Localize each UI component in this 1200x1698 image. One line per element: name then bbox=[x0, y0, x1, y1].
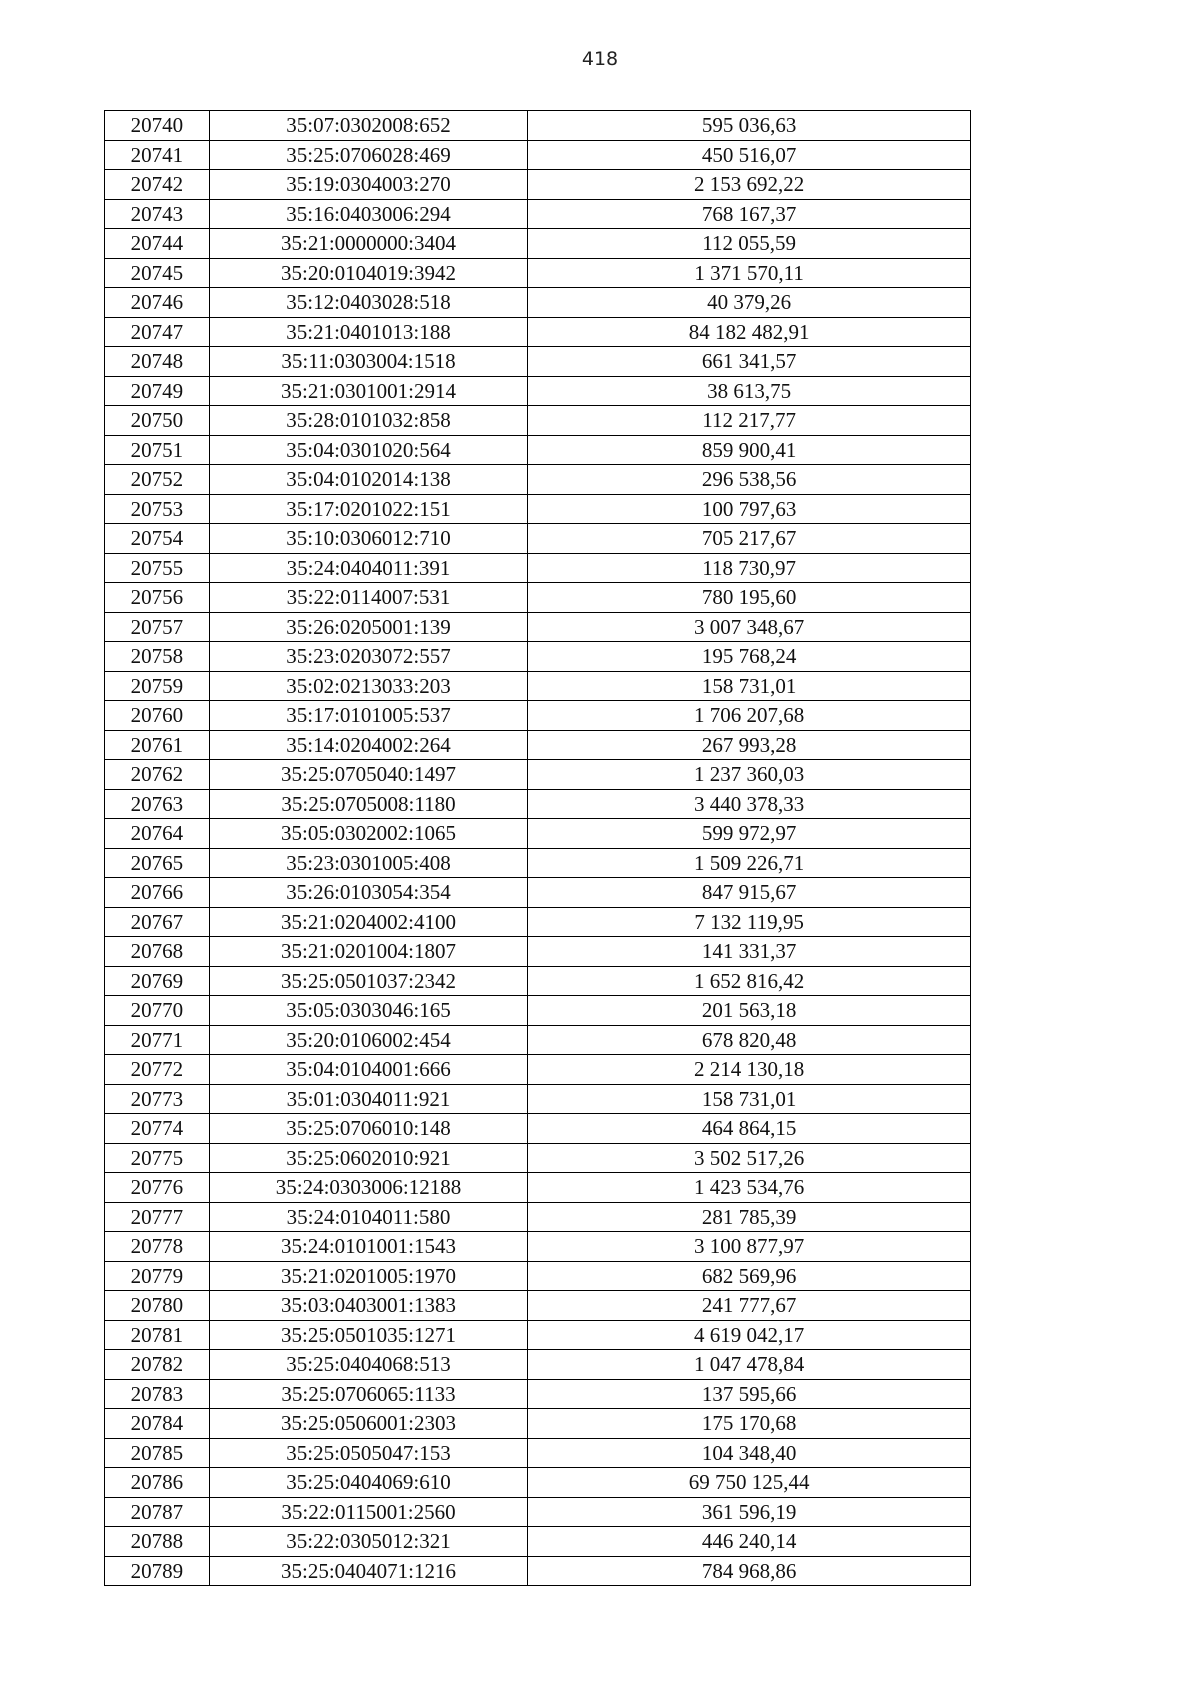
cadastral-value-cell: 705 217,67 bbox=[528, 524, 971, 554]
cadastral-value-cell: 595 036,63 bbox=[528, 111, 971, 141]
table-row bbox=[105, 1084, 971, 1114]
row-number-cell: 20779 bbox=[105, 1261, 210, 1291]
row-number-cell: 20749 bbox=[105, 376, 210, 406]
table-row bbox=[105, 1173, 971, 1203]
table-row bbox=[105, 524, 971, 554]
table-row bbox=[105, 199, 971, 229]
cadastral-value-cell: 40 379,26 bbox=[528, 288, 971, 318]
row-number-cell: 20761 bbox=[105, 730, 210, 760]
row-number-cell: 20763 bbox=[105, 789, 210, 819]
cadastral-value-cell: 195 768,24 bbox=[528, 642, 971, 672]
table-row bbox=[105, 966, 971, 996]
cadastral-number-cell: 35:16:0403006:294 bbox=[209, 199, 527, 229]
cadastral-number-cell: 35:21:0401013:188 bbox=[209, 317, 527, 347]
table-row bbox=[105, 1261, 971, 1291]
cadastral-number-cell: 35:25:0501035:1271 bbox=[209, 1320, 527, 1350]
cadastral-number-cell: 35:24:0404011:391 bbox=[209, 553, 527, 583]
row-number-cell: 20753 bbox=[105, 494, 210, 524]
cadastral-number-cell: 35:24:0101001:1543 bbox=[209, 1232, 527, 1262]
row-number-cell: 20767 bbox=[105, 907, 210, 937]
table-row bbox=[105, 1055, 971, 1085]
cadastral-number-cell: 35:23:0301005:408 bbox=[209, 848, 527, 878]
row-number-cell: 20742 bbox=[105, 170, 210, 200]
cadastral-value-cell: 678 820,48 bbox=[528, 1025, 971, 1055]
row-number-cell: 20768 bbox=[105, 937, 210, 967]
table-row bbox=[105, 730, 971, 760]
cadastral-value-cell: 3 100 877,97 bbox=[528, 1232, 971, 1262]
cadastral-number-cell: 35:07:0302008:652 bbox=[209, 111, 527, 141]
cadastral-value-cell: 2 153 692,22 bbox=[528, 170, 971, 200]
cadastral-number-cell: 35:17:0201022:151 bbox=[209, 494, 527, 524]
table-body bbox=[105, 111, 971, 1586]
row-number-cell: 20777 bbox=[105, 1202, 210, 1232]
cadastral-value-cell: 158 731,01 bbox=[528, 1084, 971, 1114]
cadastral-value-cell: 296 538,56 bbox=[528, 465, 971, 495]
cadastral-value-cell: 599 972,97 bbox=[528, 819, 971, 849]
row-number-cell: 20772 bbox=[105, 1055, 210, 1085]
row-number-cell: 20757 bbox=[105, 612, 210, 642]
cadastral-value-cell: 1 706 207,68 bbox=[528, 701, 971, 731]
cadastral-number-cell: 35:21:0201005:1970 bbox=[209, 1261, 527, 1291]
cadastral-number-cell: 35:26:0103054:354 bbox=[209, 878, 527, 908]
table-row bbox=[105, 1291, 971, 1321]
page-number: 418 bbox=[581, 48, 619, 70]
row-number-cell: 20745 bbox=[105, 258, 210, 288]
row-number-cell: 20774 bbox=[105, 1114, 210, 1144]
table-row bbox=[105, 583, 971, 613]
table-row bbox=[105, 996, 971, 1026]
cadastral-number-cell: 35:25:0706065:1133 bbox=[209, 1379, 527, 1409]
table-row bbox=[105, 347, 971, 377]
table-row bbox=[105, 1320, 971, 1350]
cadastral-number-cell: 35:25:0506001:2303 bbox=[209, 1409, 527, 1439]
cadastral-value-cell: 104 348,40 bbox=[528, 1438, 971, 1468]
cadastral-value-cell: 780 195,60 bbox=[528, 583, 971, 613]
cadastral-number-cell: 35:10:0306012:710 bbox=[209, 524, 527, 554]
cadastral-number-cell: 35:11:0303004:1518 bbox=[209, 347, 527, 377]
row-number-cell: 20781 bbox=[105, 1320, 210, 1350]
cadastral-number-cell: 35:23:0203072:557 bbox=[209, 642, 527, 672]
table-row bbox=[105, 1497, 971, 1527]
cadastral-value-cell: 7 132 119,95 bbox=[528, 907, 971, 937]
cadastral-number-cell: 35:21:0301001:2914 bbox=[209, 376, 527, 406]
row-number-cell: 20785 bbox=[105, 1438, 210, 1468]
cadastral-value-cell: 1 237 360,03 bbox=[528, 760, 971, 790]
table-row bbox=[105, 1379, 971, 1409]
row-number-cell: 20740 bbox=[105, 111, 210, 141]
table-row bbox=[105, 848, 971, 878]
cadastral-value-cell: 175 170,68 bbox=[528, 1409, 971, 1439]
cadastral-value-cell: 158 731,01 bbox=[528, 671, 971, 701]
table-row bbox=[105, 1527, 971, 1557]
table-row bbox=[105, 878, 971, 908]
cadastral-value-cell: 464 864,15 bbox=[528, 1114, 971, 1144]
cadastral-value-cell: 241 777,67 bbox=[528, 1291, 971, 1321]
cadastral-number-cell: 35:21:0000000:3404 bbox=[209, 229, 527, 259]
cadastral-value-cell: 1 423 534,76 bbox=[528, 1173, 971, 1203]
cadastral-number-cell: 35:24:0104011:580 bbox=[209, 1202, 527, 1232]
table-row bbox=[105, 760, 971, 790]
table-row bbox=[105, 1143, 971, 1173]
cadastral-number-cell: 35:17:0101005:537 bbox=[209, 701, 527, 731]
table-row bbox=[105, 140, 971, 170]
table-row bbox=[105, 1025, 971, 1055]
row-number-cell: 20765 bbox=[105, 848, 210, 878]
table-row bbox=[105, 937, 971, 967]
cadastral-number-cell: 35:02:0213033:203 bbox=[209, 671, 527, 701]
table-row bbox=[105, 435, 971, 465]
cadastral-value-cell: 4 619 042,17 bbox=[528, 1320, 971, 1350]
cadastral-number-cell: 35:25:0404068:513 bbox=[209, 1350, 527, 1380]
cadastral-number-cell: 35:19:0304003:270 bbox=[209, 170, 527, 200]
cadastral-value-cell: 1 509 226,71 bbox=[528, 848, 971, 878]
table-row bbox=[105, 1114, 971, 1144]
cadastral-value-cell: 38 613,75 bbox=[528, 376, 971, 406]
row-number-cell: 20755 bbox=[105, 553, 210, 583]
table-row bbox=[105, 258, 971, 288]
table-row bbox=[105, 229, 971, 259]
row-number-cell: 20750 bbox=[105, 406, 210, 436]
table-row bbox=[105, 907, 971, 937]
row-number-cell: 20769 bbox=[105, 966, 210, 996]
row-number-cell: 20778 bbox=[105, 1232, 210, 1262]
cadastral-number-cell: 35:12:0403028:518 bbox=[209, 288, 527, 318]
table-row bbox=[105, 612, 971, 642]
cadastral-number-cell: 35:20:0104019:3942 bbox=[209, 258, 527, 288]
cadastral-number-cell: 35:24:0303006:12188 bbox=[209, 1173, 527, 1203]
row-number-cell: 20780 bbox=[105, 1291, 210, 1321]
table-row bbox=[105, 317, 971, 347]
table-row bbox=[105, 701, 971, 731]
row-number-cell: 20747 bbox=[105, 317, 210, 347]
cadastral-number-cell: 35:21:0201004:1807 bbox=[209, 937, 527, 967]
row-number-cell: 20748 bbox=[105, 347, 210, 377]
table-row bbox=[105, 288, 971, 318]
row-number-cell: 20743 bbox=[105, 199, 210, 229]
cadastral-number-cell: 35:25:0501037:2342 bbox=[209, 966, 527, 996]
cadastral-number-cell: 35:25:0505047:153 bbox=[209, 1438, 527, 1468]
row-number-cell: 20759 bbox=[105, 671, 210, 701]
table-row bbox=[105, 671, 971, 701]
row-number-cell: 20787 bbox=[105, 1497, 210, 1527]
row-number-cell: 20758 bbox=[105, 642, 210, 672]
cadastral-value-cell: 141 331,37 bbox=[528, 937, 971, 967]
cadastral-value-cell: 361 596,19 bbox=[528, 1497, 971, 1527]
cadastral-number-cell: 35:25:0404071:1216 bbox=[209, 1556, 527, 1586]
table-row bbox=[105, 819, 971, 849]
cadastral-value-cell: 281 785,39 bbox=[528, 1202, 971, 1232]
cadastral-value-cell: 100 797,63 bbox=[528, 494, 971, 524]
cadastral-number-cell: 35:05:0302002:1065 bbox=[209, 819, 527, 849]
cadastral-value-cell: 84 182 482,91 bbox=[528, 317, 971, 347]
row-number-cell: 20771 bbox=[105, 1025, 210, 1055]
row-number-cell: 20741 bbox=[105, 140, 210, 170]
row-number-cell: 20744 bbox=[105, 229, 210, 259]
row-number-cell: 20756 bbox=[105, 583, 210, 613]
row-number-cell: 20751 bbox=[105, 435, 210, 465]
cadastral-value-cell: 1 047 478,84 bbox=[528, 1350, 971, 1380]
cadastral-value-cell: 450 516,07 bbox=[528, 140, 971, 170]
cadastral-value-cell: 137 595,66 bbox=[528, 1379, 971, 1409]
cadastral-value-cell: 768 167,37 bbox=[528, 199, 971, 229]
row-number-cell: 20786 bbox=[105, 1468, 210, 1498]
cadastral-number-cell: 35:25:0602010:921 bbox=[209, 1143, 527, 1173]
row-number-cell: 20783 bbox=[105, 1379, 210, 1409]
cadastral-value-cell: 446 240,14 bbox=[528, 1527, 971, 1557]
table-row bbox=[105, 789, 971, 819]
row-number-cell: 20766 bbox=[105, 878, 210, 908]
cadastral-number-cell: 35:22:0305012:321 bbox=[209, 1527, 527, 1557]
table-row bbox=[105, 406, 971, 436]
row-number-cell: 20770 bbox=[105, 996, 210, 1026]
cadastral-value-cell: 682 569,96 bbox=[528, 1261, 971, 1291]
table-row bbox=[105, 1350, 971, 1380]
cadastral-value-cell: 847 915,67 bbox=[528, 878, 971, 908]
cadastral-value-cell: 201 563,18 bbox=[528, 996, 971, 1026]
cadastral-value-cell: 3 440 378,33 bbox=[528, 789, 971, 819]
cadastral-number-cell: 35:01:0304011:921 bbox=[209, 1084, 527, 1114]
table-row bbox=[105, 494, 971, 524]
table-row bbox=[105, 170, 971, 200]
table-row bbox=[105, 1438, 971, 1468]
cadastral-number-cell: 35:22:0115001:2560 bbox=[209, 1497, 527, 1527]
cadastral-number-cell: 35:20:0106002:454 bbox=[209, 1025, 527, 1055]
row-number-cell: 20775 bbox=[105, 1143, 210, 1173]
cadastral-number-cell: 35:14:0204002:264 bbox=[209, 730, 527, 760]
row-number-cell: 20789 bbox=[105, 1556, 210, 1586]
cadastral-value-cell: 118 730,97 bbox=[528, 553, 971, 583]
cadastral-number-cell: 35:26:0205001:139 bbox=[209, 612, 527, 642]
row-number-cell: 20782 bbox=[105, 1350, 210, 1380]
table-row bbox=[105, 1468, 971, 1498]
cadastral-value-cell: 267 993,28 bbox=[528, 730, 971, 760]
cadastral-value-cell: 1 371 570,11 bbox=[528, 258, 971, 288]
cadastral-value-cell: 784 968,86 bbox=[528, 1556, 971, 1586]
cadastral-value-table bbox=[104, 110, 971, 1586]
table-row bbox=[105, 1409, 971, 1439]
cadastral-value-cell: 112 217,77 bbox=[528, 406, 971, 436]
table-row bbox=[105, 376, 971, 406]
cadastral-value-cell: 859 900,41 bbox=[528, 435, 971, 465]
table-row bbox=[105, 1232, 971, 1262]
cadastral-number-cell: 35:28:0101032:858 bbox=[209, 406, 527, 436]
cadastral-number-cell: 35:21:0204002:4100 bbox=[209, 907, 527, 937]
row-number-cell: 20762 bbox=[105, 760, 210, 790]
row-number-cell: 20754 bbox=[105, 524, 210, 554]
table-row bbox=[105, 642, 971, 672]
table-row bbox=[105, 1556, 971, 1586]
cadastral-number-cell: 35:04:0102014:138 bbox=[209, 465, 527, 495]
cadastral-value-cell: 2 214 130,18 bbox=[528, 1055, 971, 1085]
cadastral-value-cell: 1 652 816,42 bbox=[528, 966, 971, 996]
table-row bbox=[105, 111, 971, 141]
row-number-cell: 20788 bbox=[105, 1527, 210, 1557]
row-number-cell: 20764 bbox=[105, 819, 210, 849]
table-row bbox=[105, 465, 971, 495]
row-number-cell: 20776 bbox=[105, 1173, 210, 1203]
cadastral-value-cell: 661 341,57 bbox=[528, 347, 971, 377]
cadastral-value-cell: 112 055,59 bbox=[528, 229, 971, 259]
cadastral-number-cell: 35:25:0705008:1180 bbox=[209, 789, 527, 819]
cadastral-value-cell: 69 750 125,44 bbox=[528, 1468, 971, 1498]
row-number-cell: 20760 bbox=[105, 701, 210, 731]
row-number-cell: 20746 bbox=[105, 288, 210, 318]
row-number-cell: 20784 bbox=[105, 1409, 210, 1439]
table-row bbox=[105, 1202, 971, 1232]
cadastral-number-cell: 35:25:0706010:148 bbox=[209, 1114, 527, 1144]
cadastral-number-cell: 35:03:0403001:1383 bbox=[209, 1291, 527, 1321]
cadastral-number-cell: 35:25:0705040:1497 bbox=[209, 760, 527, 790]
row-number-cell: 20752 bbox=[105, 465, 210, 495]
cadastral-value-cell: 3 502 517,26 bbox=[528, 1143, 971, 1173]
cadastral-number-cell: 35:25:0404069:610 bbox=[209, 1468, 527, 1498]
table-row bbox=[105, 553, 971, 583]
cadastral-number-cell: 35:05:0303046:165 bbox=[209, 996, 527, 1026]
cadastral-number-cell: 35:04:0301020:564 bbox=[209, 435, 527, 465]
cadastral-number-cell: 35:25:0706028:469 bbox=[209, 140, 527, 170]
cadastral-number-cell: 35:04:0104001:666 bbox=[209, 1055, 527, 1085]
cadastral-number-cell: 35:22:0114007:531 bbox=[209, 583, 527, 613]
cadastral-value-cell: 3 007 348,67 bbox=[528, 612, 971, 642]
row-number-cell: 20773 bbox=[105, 1084, 210, 1114]
